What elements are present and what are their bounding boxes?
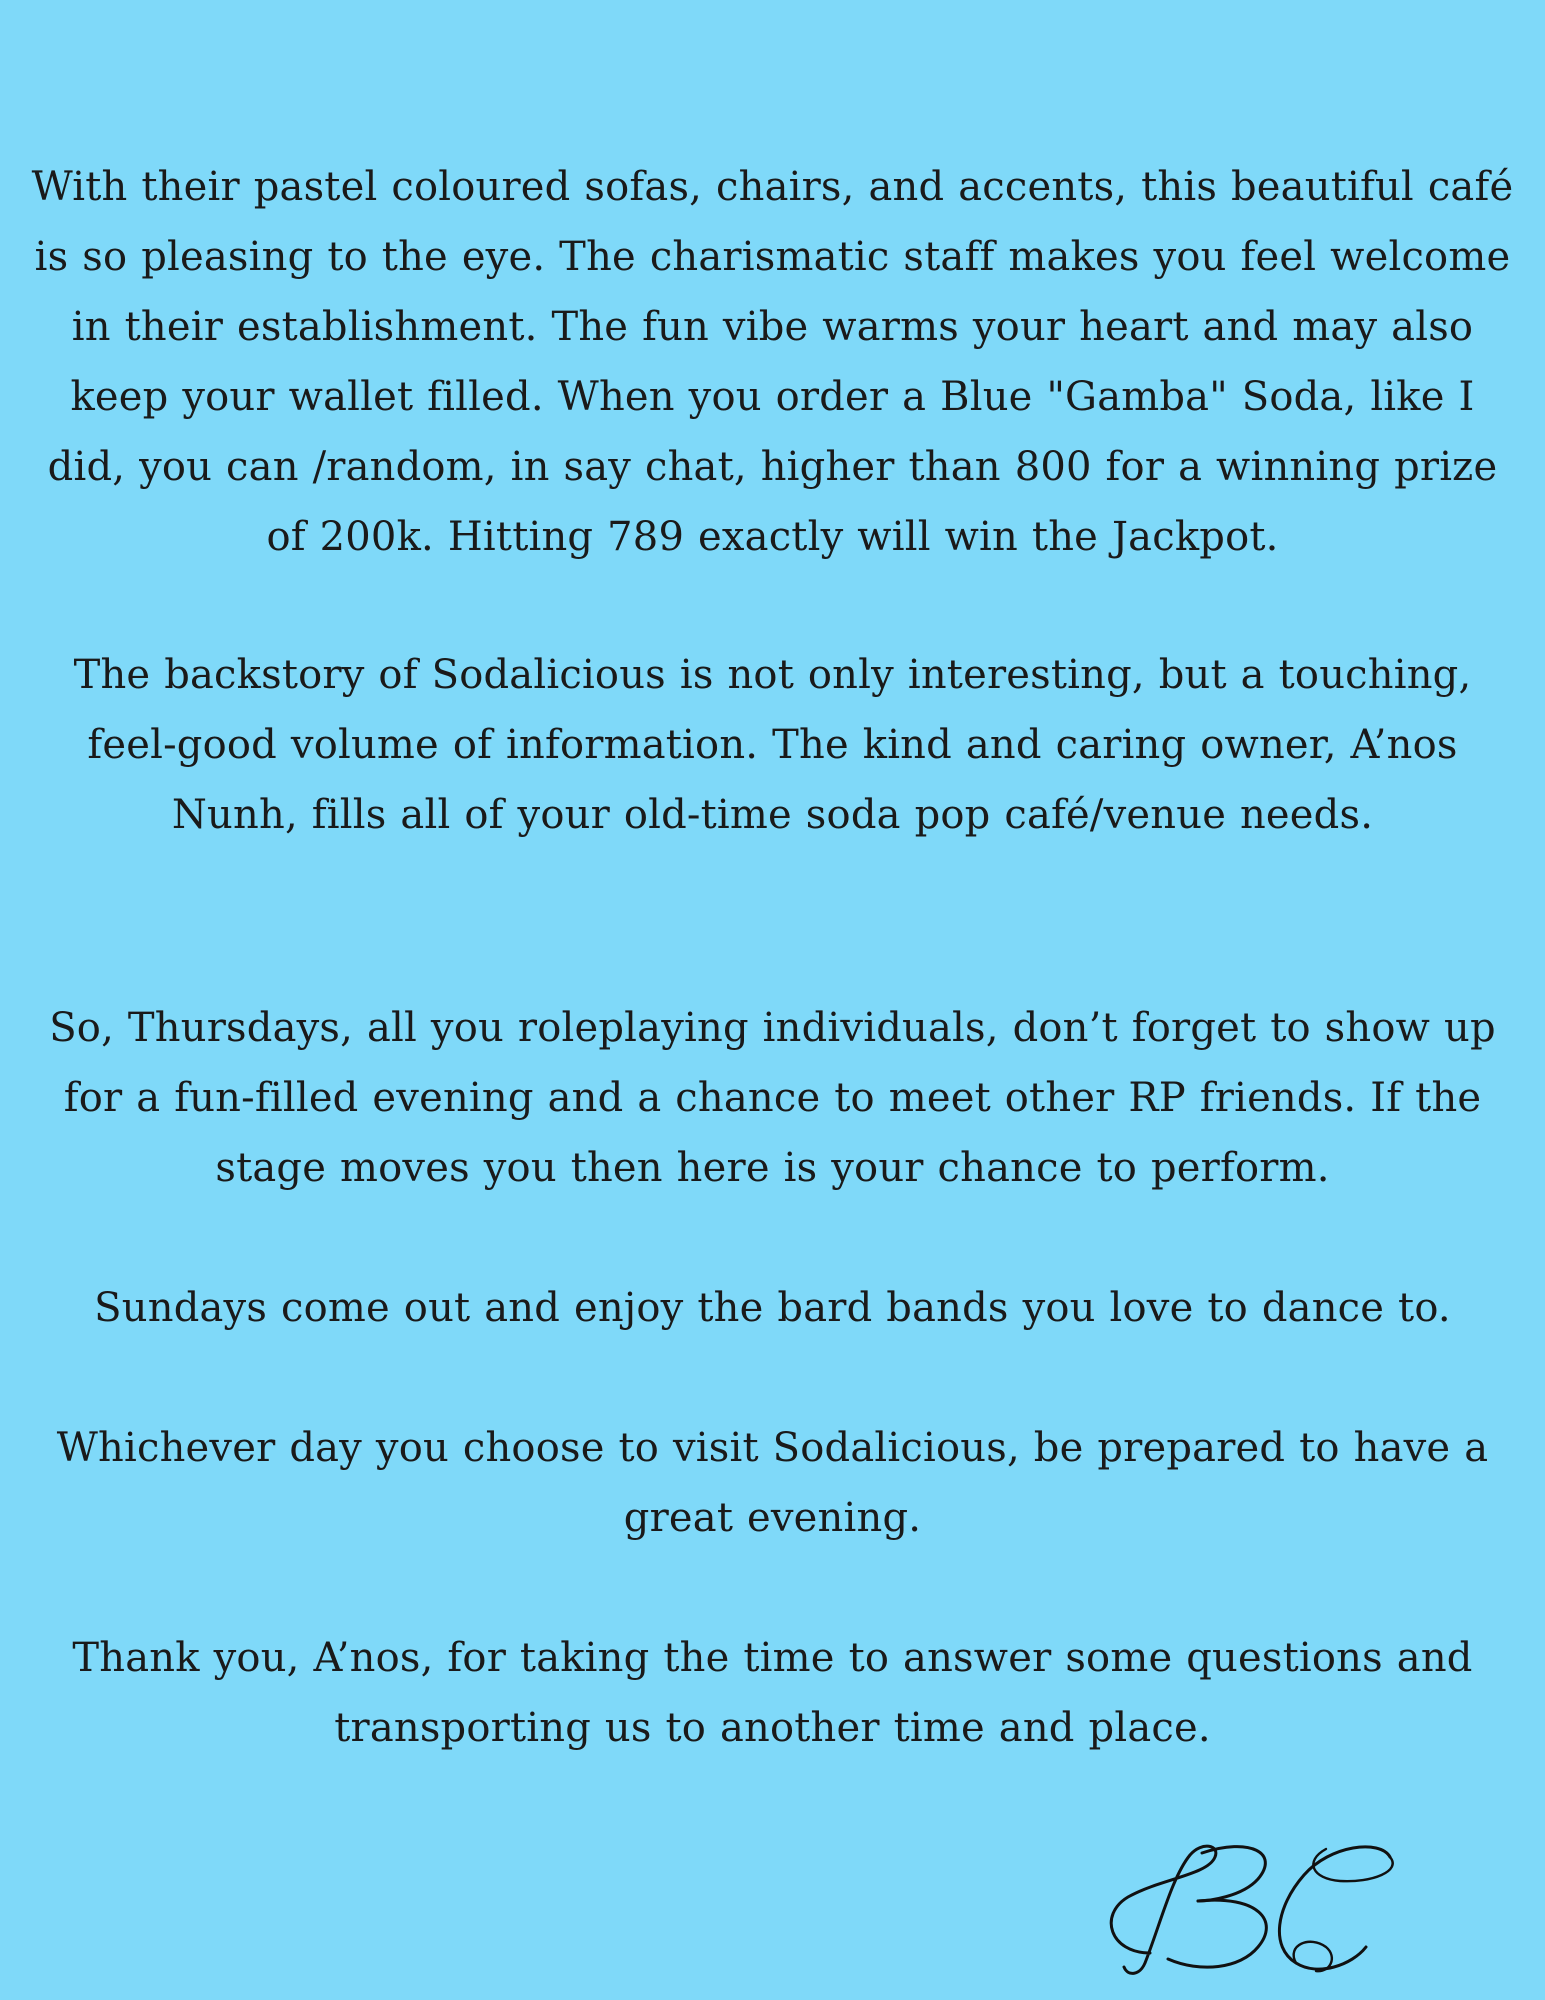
paragraph-backstory: The backstory of Sodalicious is not only interesting, but a touching, feel-good volume of information. The kind and caring owner, A’nos Nunh, fills all of your old-time soda pop café/venue needs. xyxy=(73,652,1472,838)
signature-bc-monogram xyxy=(1090,1835,1410,1985)
paragraph-visit: Whichever day you choose to visit Sodalicious, be prepared to have a great evening. xyxy=(56,1425,1489,1541)
paragraph-thursdays: So, Thursdays, all you roleplaying individuals, don’t forget to show up for a fun-filled evening and a chance to meet other RP friends. If the stage moves you then here is your chance to perform. xyxy=(49,1005,1496,1191)
paragraph-thank-you: Thank you, A’nos, for taking the time to answer some questions and transporting us to another time and place. xyxy=(72,1635,1473,1751)
paragraph-cafe-description: With their pastel coloured sofas, chairs, and accents, this beautiful café is so pleasing to the eye. The charismatic staff makes you feel welcome in their establishment. The fun vibe warms your heart and may also keep your wallet filled. When you order a Blue "Gamba" Soda, like I did, you can /random, in say chat, higher than 800 for a winning prize of 200k. Hitting 789 exactly will win the Jackpot. xyxy=(31,164,1514,560)
paragraph-sundays: Sundays come out and enjoy the bard bands you love to dance to. xyxy=(94,1285,1451,1331)
